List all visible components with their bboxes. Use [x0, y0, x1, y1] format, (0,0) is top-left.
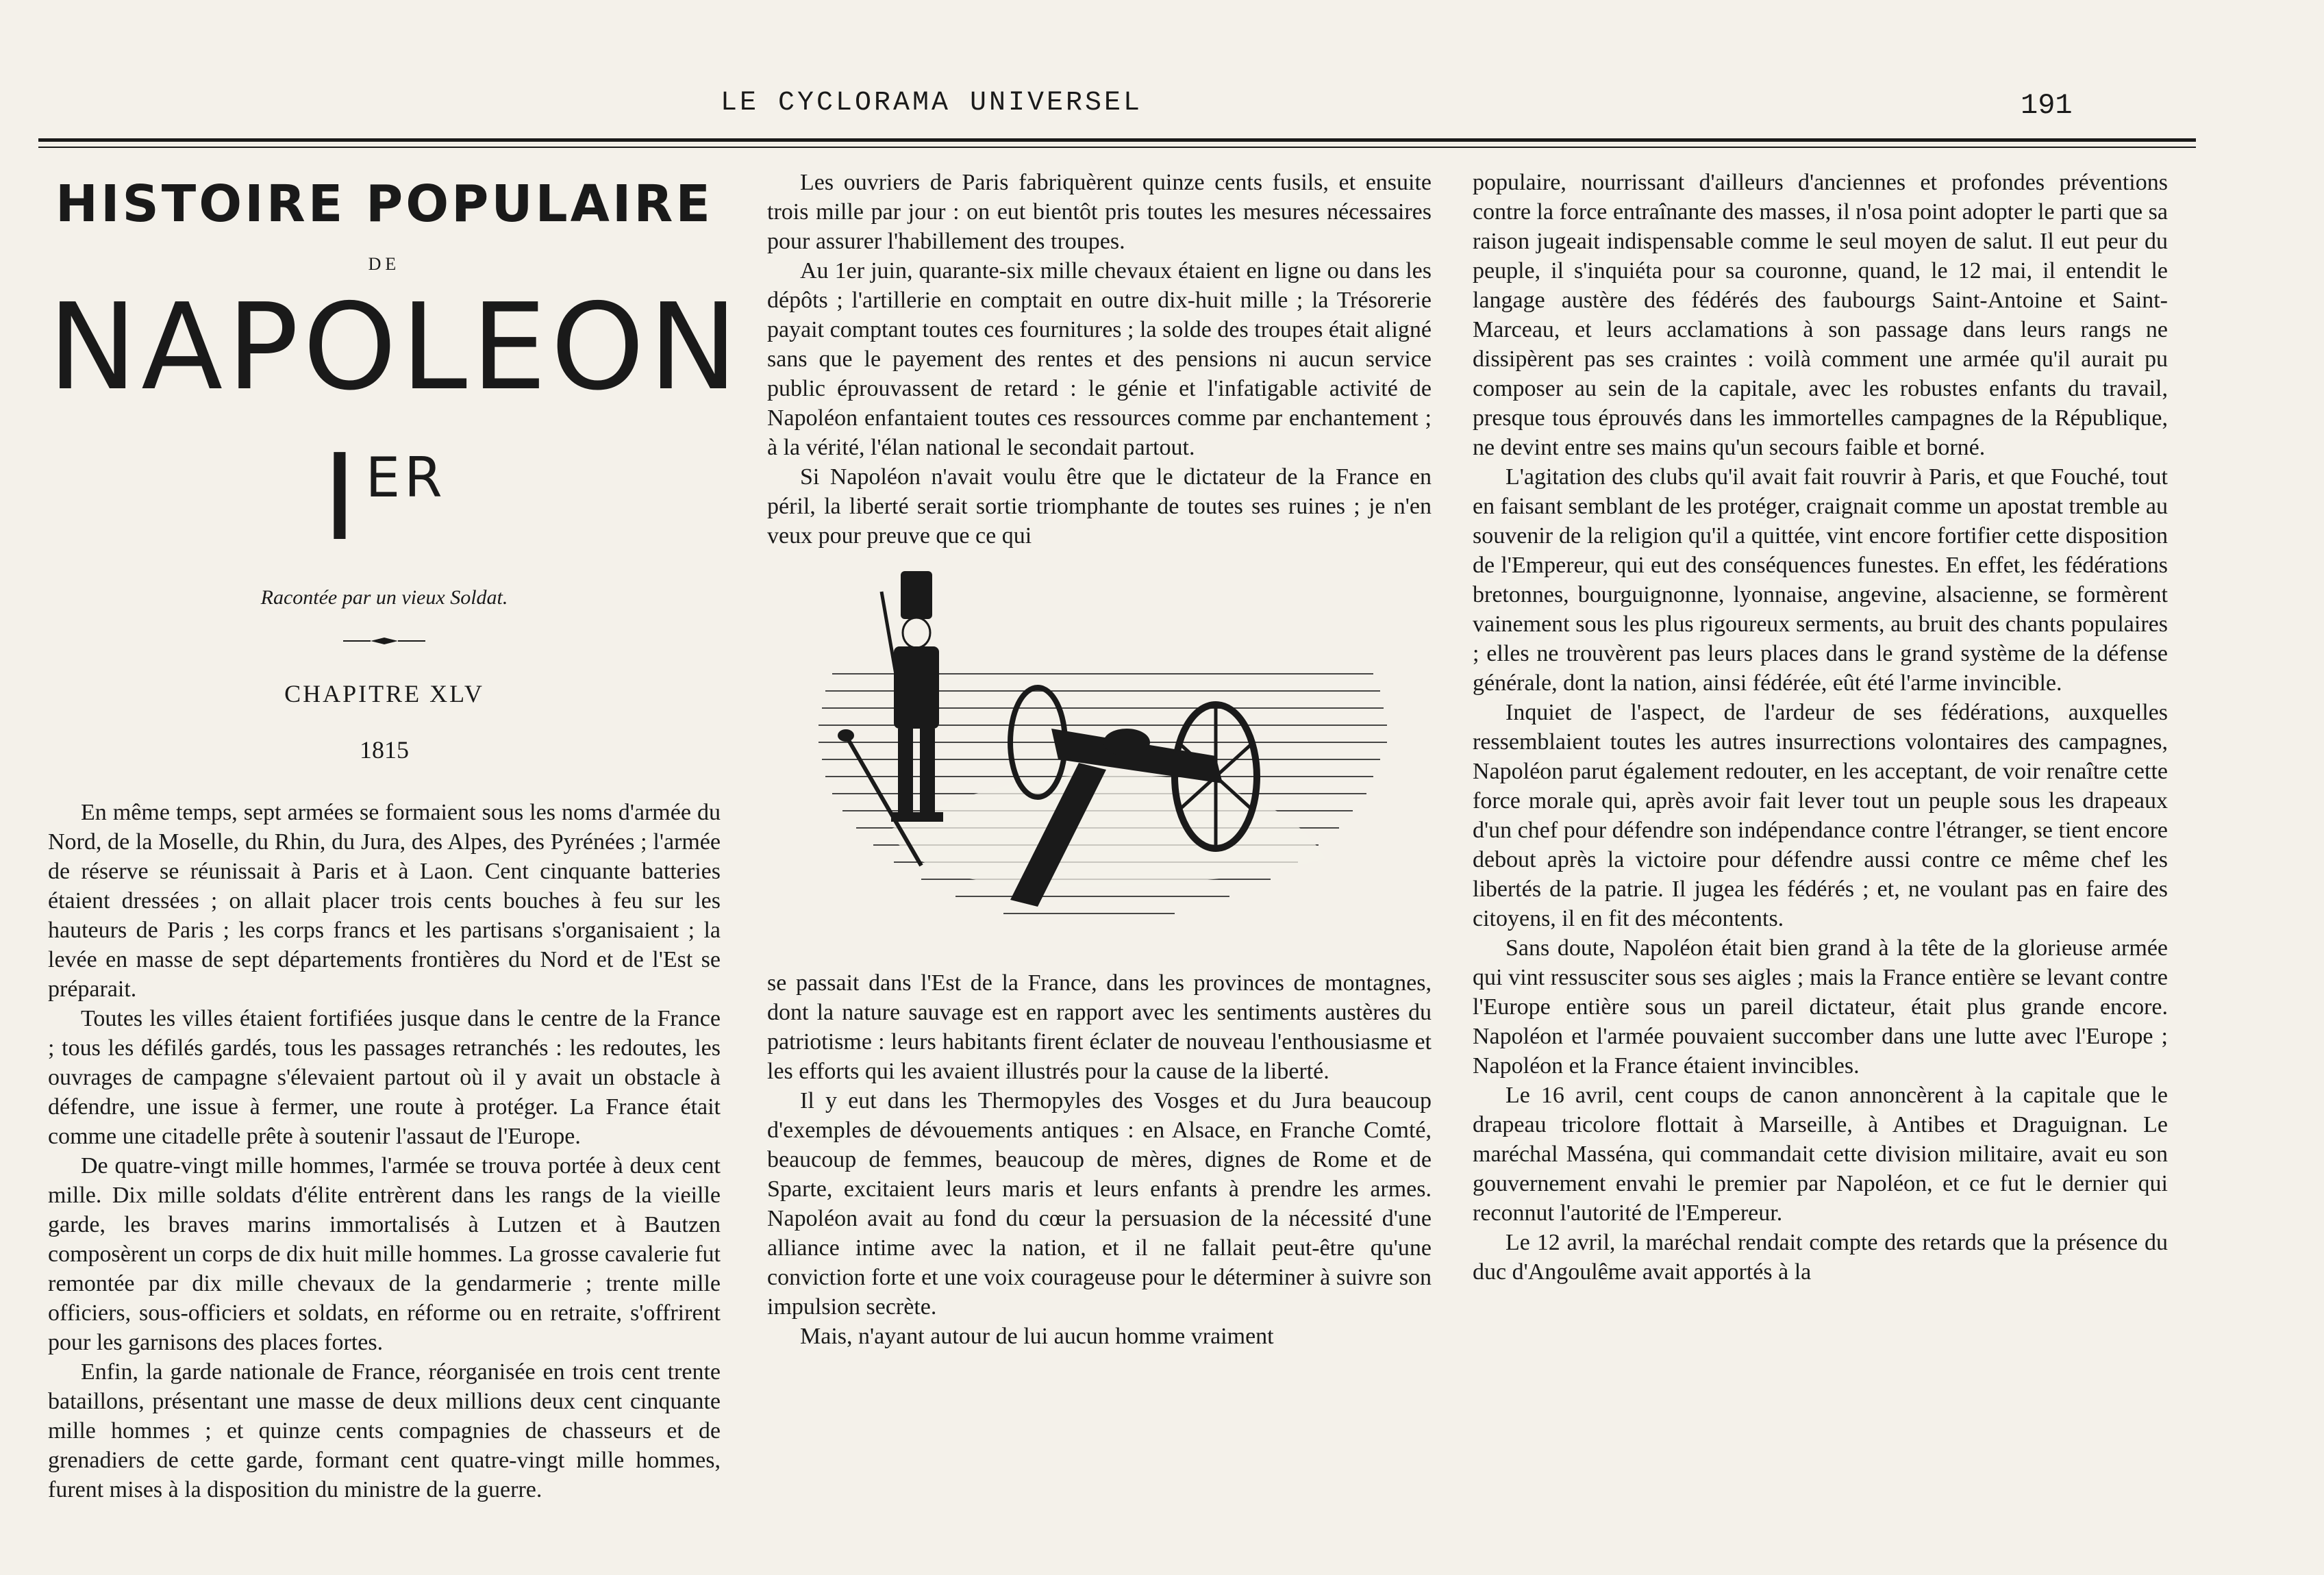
column-1: [48, 168, 742, 1504]
column-3: [1473, 168, 2168, 1287]
paragraph: Enfin, la garde nationale de France, réorganisée en trois cent trente bataillons, présentant une masse de deux millions deux cent cinquante mille hommes ; et quinze cents compagnies de chasseurs et de grenadiers de cette garde, formant cent quatre-vingt mille hommes, furent mises à la disposition du ministre de la guerre.: [48, 1359, 721, 1502]
cannon-illustration: [805, 571, 1394, 941]
paragraph: Si Napoléon n'avait voulu être que le dictateur de la France en péril, la liberté serait sortie triomphante de toutes ses ruines ; je n'en veux pour preuve que ce qui: [767, 464, 1432, 549]
paragraph: Au 1er juin, quarante-six mille chevaux étaient en ligne ou dans les dépôts ; l'artillerie en comptait en outre dix-huit mille ; la Trésorerie payait comptant toutes ces fournitures ; la solde des troupes était aligné sans que le payement des rentes et des pensions ni aucun service public éprouvassent de retard : le génie et l'infatigable activité de Napoléon enfantaient toutes ces ressources comme par enchantement ; à la vérité, l'élan national le secondait partout.: [767, 258, 1432, 460]
paragraph: Le 12 avril, la maréchal rendait compte des retards que la présence du duc d'Angoulême avait apportés à la: [1473, 1230, 2168, 1285]
article-name: [48, 278, 742, 568]
article-name-suffix: ER: [365, 446, 447, 509]
running-header-title: LE CYCLORAMA UNIVERSEL: [720, 88, 1143, 118]
page-number: 191: [2021, 89, 2073, 122]
chapter-heading: CHAPITRE XLV: [284, 680, 484, 707]
paragraph: Il y eut dans les Thermopyles des Vosges et du Jura beaucoup d'exemples de dévouements antiques : en Alsace, en Franche Comté, beaucoup de femmes, beaucoup de mères, dignes de Rome et de Sparte, excitaient leurs maris et leurs enfants à prendre les armes. Napoléon avait au fond du cœur la persuasion de la nécessité d'une alliance intime avec la nation, et il ne fallait peut-être qu'une conviction forte et une voix courageuse pour le déterminer à suivre son impulsion secrète.: [767, 1088, 1432, 1320]
paragraph: se passait dans l'Est de la France, dans les provinces de montagnes, dont la nature sauvage est en rapport avec les sentiments austères du patriotisme : leurs habitants firent éclater de nouveau l'enthousiasme et les efforts qui les avaient illustrés pour la cause de la liberté.: [767, 970, 1432, 1084]
paragraph: Mais, n'ayant autour de lui aucun homme vraiment: [800, 1324, 1274, 1349]
paragraph: Inquiet de l'aspect, de l'ardeur de ses fédérations, auxquelles ressemblaient toutes les autres insurrections volontaires des campagnes, Napoléon parut également redouter, en les acceptant, de voir renaître cette force morale qui, après avoir fait lever tout un peuple sous les drapeaux d'un chef pour défendre son indépendance contre l'étranger, se tient encore debout après la victoire pour défendre aussi contre ce même chef les libertés de la patrie. Il jugea les fédérés ; et, ne voulant pas en faire des citoyens, il en fit des mécontents.: [1473, 700, 2168, 931]
ornament-divider: [343, 636, 425, 646]
title-connector: DE: [368, 254, 401, 274]
article-title: HISTOIRE POPULAIRE: [55, 175, 713, 234]
paragraph: En même temps, sept armées se formaient sous les noms d'armée du Nord, de la Moselle, du Rhin, du Jura, des Alpes, des Pyrénées ; l'armée de réserve se réunissait à Paris et à Laon. Cent cinquante batteries étaient dressées ; on allait placer trois cents bouches à feu sur les hauteurs de Paris ; les corps francs et les partisans s'organisaient ; la levée en masse de sept départements frontières du Nord et de l'Est se préparait.: [48, 800, 721, 1002]
header-rule-thick: [38, 138, 2196, 142]
paragraph: Le 16 avril, cent coups de canon annoncèrent à la capitale que le drapeau tricolore flottait à Marseille, à Antibes et Draguignan. Le maréchal Masséna, qui commandait cette division militaire, avait eu son gouvernement envahi le premier par Napoléon, et ce fut le dernier qui reconnut l'autorité de l'Empereur.: [1473, 1083, 2168, 1226]
paragraph: De quatre-vingt mille hommes, l'armée se trouva portée à deux cent mille. Dix mille soldats d'élite entrèrent dans les rangs de la vieille garde, les braves marins immortalisés à Lutzen et à Bautzen composèrent un corps de dix huit mille hommes. La grosse cavalerie fut remontée par dix mille chevaux de la gendarmerie ; trente mille officiers, sous-officiers et soldats, en réforme ou en retraite, s'offrirent pour les garnisons des places fortes.: [48, 1153, 721, 1355]
article-subtitle: Racontée par un vieux Soldat.: [260, 586, 508, 609]
paragraph: Sans doute, Napoléon était bien grand à la tête de la glorieuse armée qui vint ressusciter sous ses aigles ; mais la France entière se levant contre l'Europe entière sous un pareil dictateur, était plus grande encore. Napoléon et l'armée pouvaient succomber dans une lutte avec l'Europe ; Napoléon et la France étaient invincibles.: [1473, 935, 2168, 1079]
chapter-year: 1815: [360, 736, 409, 764]
paragraph: populaire, nourrissant d'ailleurs d'anciennes et profondes préventions contre la force entraînante des masses, il n'osa point adopter le parti que sa raison jugeait indispensable comme le seul moyen de salut. Il eut peur du peuple, il s'inquiéta pour sa couronne, quand, le 12 mai, il entendit le langage austère des fédérés des faubourgs Saint-Antoine et Saint-Marceau, et leurs acclamations à son passage dans leurs rangs ne dissipèrent pas ses craintes : voilà comment une armée qu'il aurait pu composer au sein de la capitale, avec les robustes enfants du travail, presque tous éprouvés dans les immortelles campagnes de la République, ne devint entre ses mains qu'un secours faible et borné.: [1473, 170, 2168, 460]
paragraph: Les ouvriers de Paris fabriquèrent quinze cents fusils, et ensuite trois mille par jour : on eut bientôt pris toutes les mesures nécessaires pour assurer l'habillement des troupes.: [767, 170, 1432, 254]
article-name-main: NAPOLEON I: [48, 278, 742, 568]
paragraph: L'agitation des clubs qu'il avait fait rouvrir à Paris, et que Fouché, tout en faisant semblant de les protéger, craignait comme un apostat tremble au souvenir de la religion qu'il a quittée, vint encore fortifier cette disposition de l'Empereur, qui eut des conséquences funestes. En effet, les fédérations bretonnes, bourguignonne, lyonnaise, angevine, alsacienne, se formèrent vainement sous les plus rigoureux serments, au bruit des chants populaires ; elles ne trouvèrent pas leurs places dans le grand système de la défense générale, dont la nation, ainsi fédérée, eût été l'arme invincible.: [1473, 464, 2168, 696]
header-rule-thin: [38, 147, 2196, 148]
column-2: [767, 168, 1432, 1351]
paragraph: Toutes les villes étaient fortifiées jusque dans le centre de la France ; tous les défilés gardés, tous les passages retranchés : les redoutes, les ouvrages de campagne s'élevaient partout où il y avait un obstacle à défendre, une issue à fermer, une route à protéger. La France était comme une citadelle prête à soutenir l'assaut de l'Europe.: [48, 1006, 721, 1149]
